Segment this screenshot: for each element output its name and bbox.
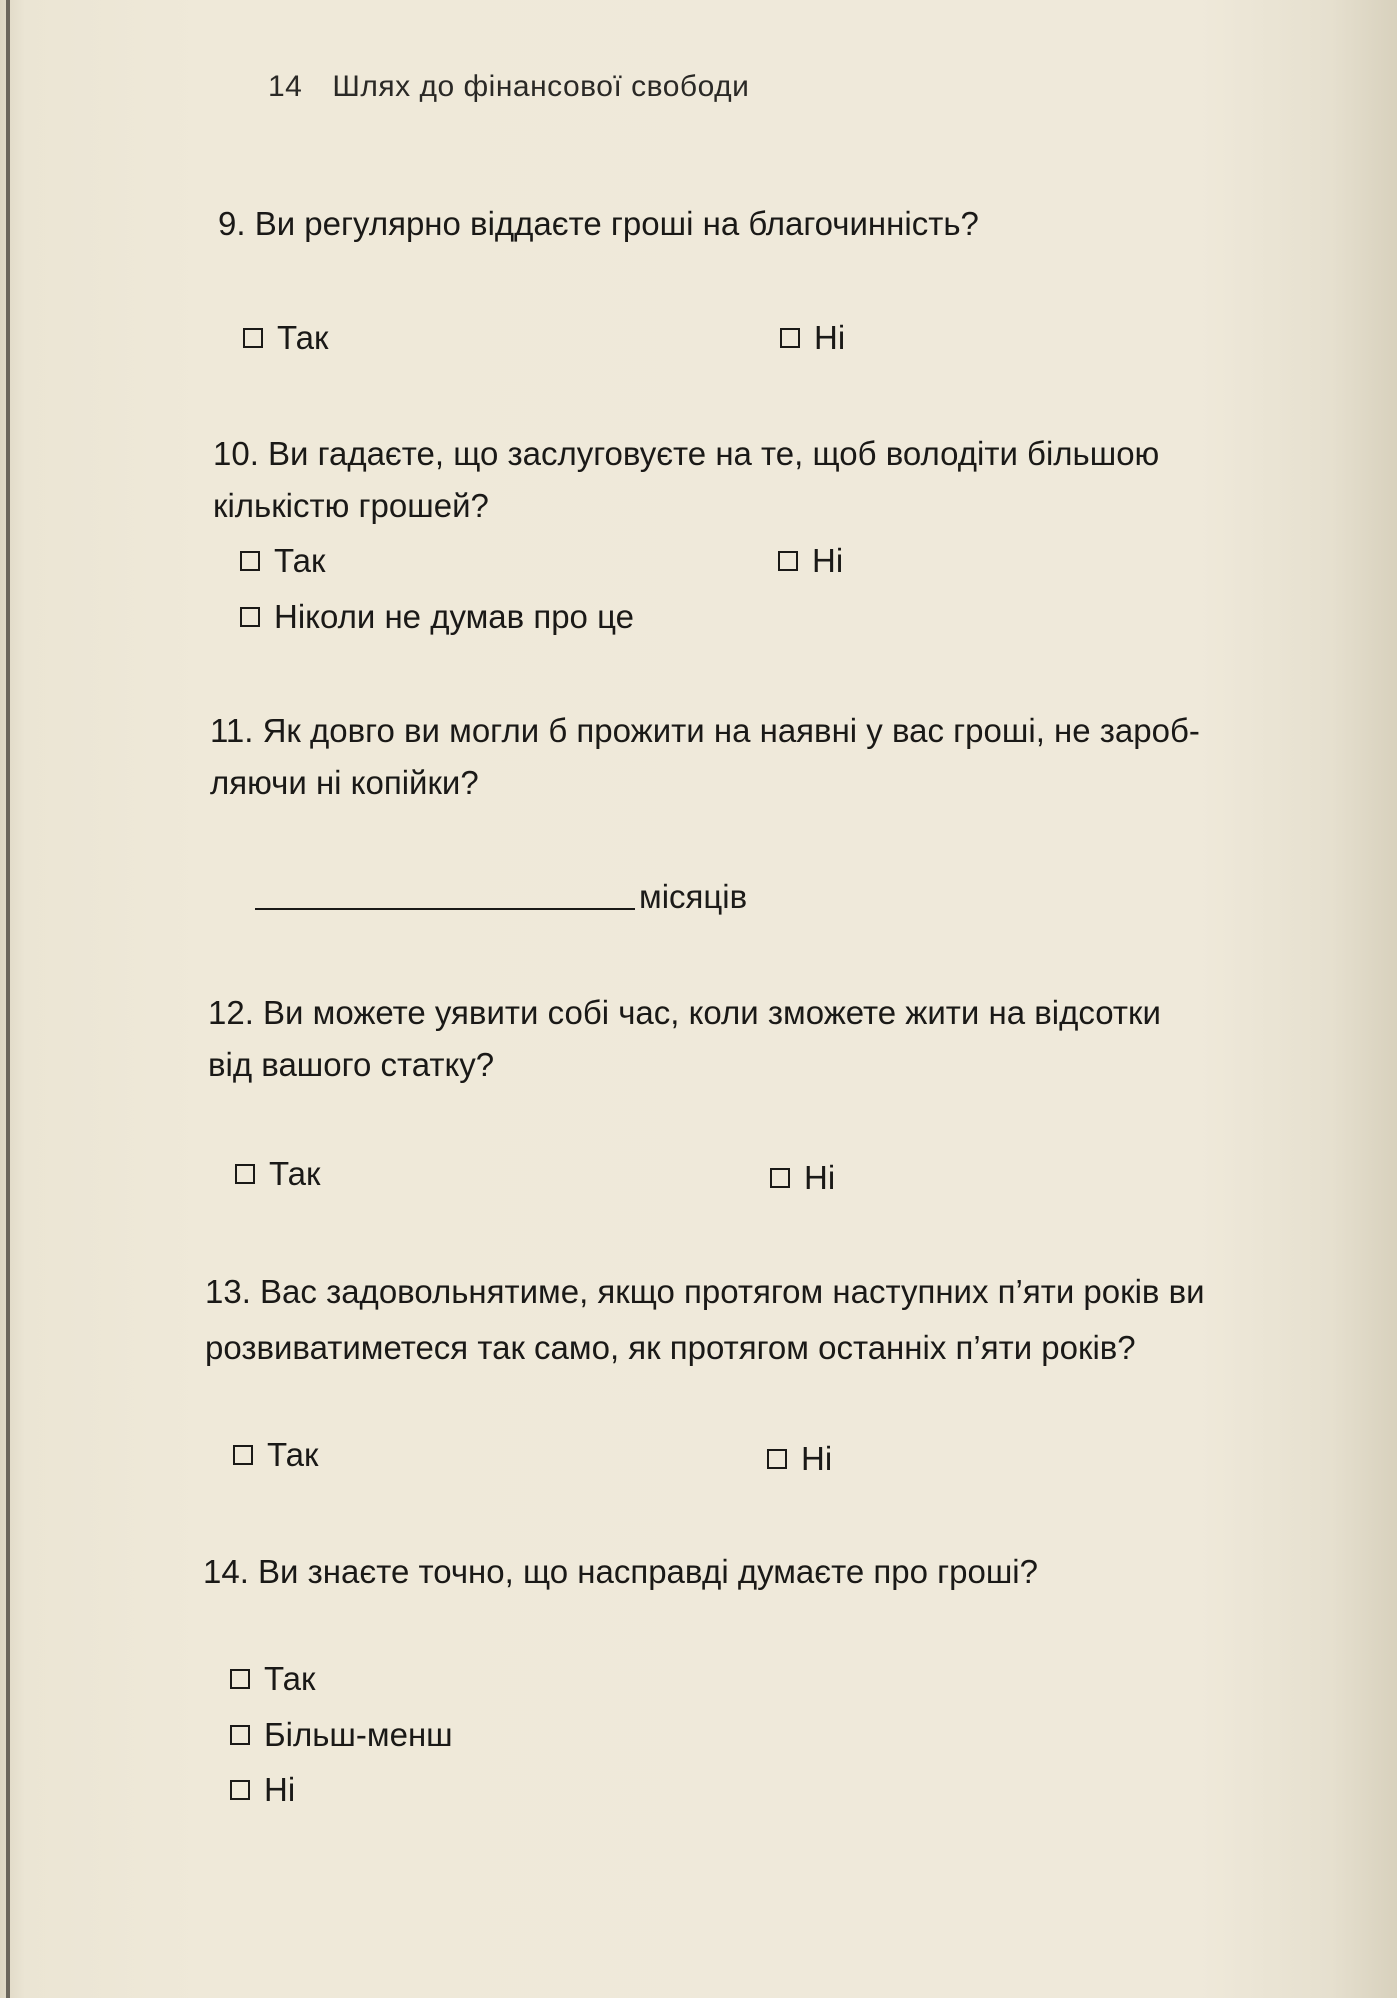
question-12-option-no[interactable] [770, 1158, 835, 1198]
question-11-line-2: ляючи ні копійки? [210, 764, 479, 801]
checkbox-icon[interactable] [233, 1445, 253, 1465]
question-12-option-yes[interactable] [235, 1154, 320, 1194]
option-label: Ні [264, 1771, 296, 1808]
running-header [268, 70, 749, 104]
question-14-option-yes[interactable] [230, 1659, 315, 1699]
checkbox-icon[interactable] [230, 1725, 250, 1745]
question-13-line-1: 13. Вас задовольнятиме, якщо протягом наступних п’яти років ви [205, 1273, 1205, 1310]
checkbox-icon[interactable] [235, 1164, 255, 1184]
question-10-line-2: кількістю грошей? [213, 487, 489, 524]
checkbox-icon[interactable] [778, 551, 798, 571]
option-label: Більш-менш [264, 1716, 453, 1753]
question-9-option-no[interactable] [780, 318, 845, 358]
question-13-option-yes[interactable] [233, 1435, 318, 1475]
question-12-line-1: 12. Ви можете уявити собі час, коли зможете жити на відсотки [208, 994, 1161, 1031]
option-label: Так [269, 1155, 321, 1192]
page-spine-edge [6, 0, 10, 1998]
page-number: 14 [268, 70, 303, 103]
question-14-option-more-or-less[interactable] [230, 1715, 453, 1755]
book-title: Шлях до фінансової свободи [332, 70, 750, 103]
checkbox-icon[interactable] [240, 607, 260, 627]
question-14-text: 14. Ви знаєте точно, що насправді думаєте про гроші? [203, 1553, 1038, 1590]
option-label: Так [267, 1436, 319, 1473]
question-10-option-never-thought[interactable] [240, 597, 634, 637]
checkbox-icon[interactable] [230, 1669, 250, 1689]
option-label: Так [277, 319, 329, 356]
unit-label: місяців [639, 878, 748, 915]
question-9-option-yes[interactable] [243, 318, 328, 358]
question-10-option-no[interactable] [778, 541, 843, 581]
checkbox-icon[interactable] [770, 1168, 790, 1188]
question-13-line-2: розвиватиметеся так само, як протягом останніх п’яти років? [205, 1329, 1136, 1366]
question-9-text: 9. Ви регулярно віддаєте гроші на благочинність? [218, 205, 979, 242]
checkbox-icon[interactable] [240, 551, 260, 571]
question-11-line-1: 11. Як довго ви могли б прожити на наявні у вас гроші, не зароб- [210, 712, 1200, 749]
question-11-answer-field[interactable] [255, 877, 747, 917]
checkbox-icon[interactable] [780, 328, 800, 348]
option-label: Так [264, 1660, 316, 1697]
question-10-option-yes[interactable] [240, 541, 325, 581]
option-label: Ніколи не думав про це [274, 598, 634, 635]
checkbox-icon[interactable] [243, 328, 263, 348]
option-label: Ні [812, 542, 844, 579]
checkbox-icon[interactable] [230, 1780, 250, 1800]
option-label: Так [274, 542, 326, 579]
option-label: Ні [801, 1440, 833, 1477]
question-14-option-no[interactable] [230, 1770, 295, 1810]
checkbox-icon[interactable] [767, 1449, 787, 1469]
question-13-option-no[interactable] [767, 1439, 832, 1479]
option-label: Ні [814, 319, 846, 356]
question-12-line-2: від вашого статку? [208, 1046, 495, 1083]
blank-answer-line[interactable] [255, 908, 635, 910]
option-label: Ні [804, 1159, 836, 1196]
question-10-line-1: 10. Ви гадаєте, що заслуговуєте на те, щоб володіти більшою [213, 435, 1160, 472]
